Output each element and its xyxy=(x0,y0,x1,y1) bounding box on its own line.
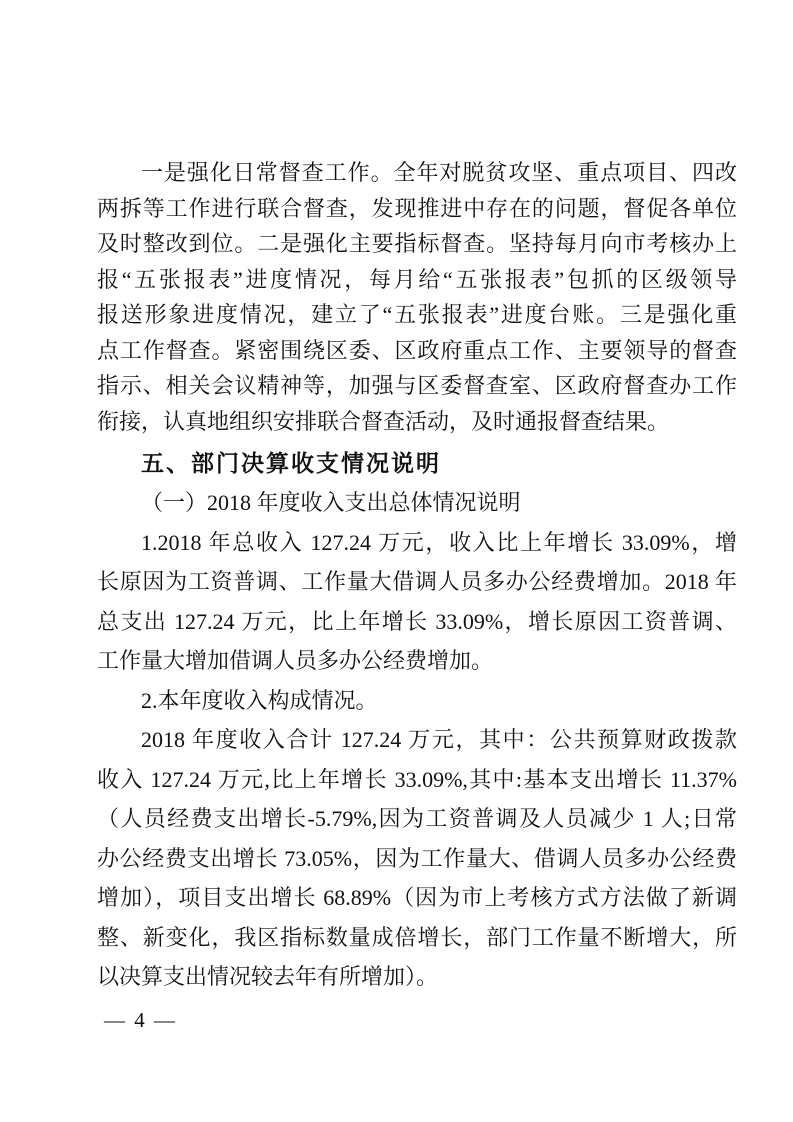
page-number: — 4 — xyxy=(104,1008,177,1032)
text-line: 报“五张报表”进度情况，每月给“五张报表”包抓的区级领导 xyxy=(97,266,737,292)
text-line: 工作量大增加借调人员多办公经费增加。 xyxy=(97,648,494,673)
text-line: 报送形象进度情况，建立了“五张报表”进度台账。三是强化重 xyxy=(97,302,737,327)
text-line: 办公经费支出增长 73.05%，因为工作量大、借调人员多办公经费 xyxy=(97,845,737,871)
text-line: 整、新变化，我区指标数量成倍增长，部门工作量不断增大，所 xyxy=(97,924,737,950)
text-line: 以决算支出情况较去年有所增加）。 xyxy=(97,964,439,989)
text-line: 一是强化日常督查工作。全年对脱贫攻坚、重点项目、四改 xyxy=(141,160,737,185)
text-line: （一）2018 年度收入支出总体情况说明 xyxy=(141,490,521,515)
text-line: 指示、相关会议精神等，加强与区委督查室、区政府督查办工作 xyxy=(97,373,737,398)
text-line: 2018 年度收入合计 127.24 万元，其中：公共预算财政拨款 xyxy=(141,727,737,752)
heading-line: 五、部门决算收支情况说明 xyxy=(141,450,441,476)
text-line: 及时整改到位。二是强化主要指标督查。坚持每月向市考核办上 xyxy=(97,231,737,256)
text-line: 两拆等工作进行联合督查，发现推进中存在的问题，督促各单位 xyxy=(97,195,737,221)
text-line: 总支出 127.24 万元，比上年增长 33.09%，增长原因工资普调、 xyxy=(97,608,737,634)
paragraph-revenue-composition-title xyxy=(97,681,737,721)
heading-section-five-final-accounts xyxy=(97,443,737,483)
text-line: （人员经费支出增长-5.79%,因为工资普调及人员减少 1 人;日常 xyxy=(97,806,737,831)
text-line: 2.本年度收入构成情况。 xyxy=(141,687,378,713)
subheading-2018-overall-statement xyxy=(97,483,737,523)
paragraph-total-revenue-expenditure xyxy=(97,523,737,681)
text-line: 增加），项目支出增长 68.89%（因为市上考核方式方法做了新调 xyxy=(97,885,737,910)
document-body xyxy=(97,155,737,997)
paragraph-daily-supervision xyxy=(97,155,737,439)
text-line: 收入 127.24 万元,比上年增长 33.09%,其中:基本支出增长 11.37% xyxy=(97,766,737,792)
text-line: 点工作督查。紧密围绕区委、区政府重点工作、主要领导的督查 xyxy=(97,337,737,363)
paragraph-revenue-composition-detail xyxy=(97,720,737,997)
text-line: 衔接，认真地组织安排联合督查活动，及时通报督查结果。 xyxy=(97,408,670,434)
text-line: 1.2018 年总收入 127.24 万元，收入比上年增长 33.09%，增 xyxy=(141,529,737,555)
text-line: 长原因为工资普调、工作量大借调人员多办公经费增加。2018 年 xyxy=(97,569,737,594)
